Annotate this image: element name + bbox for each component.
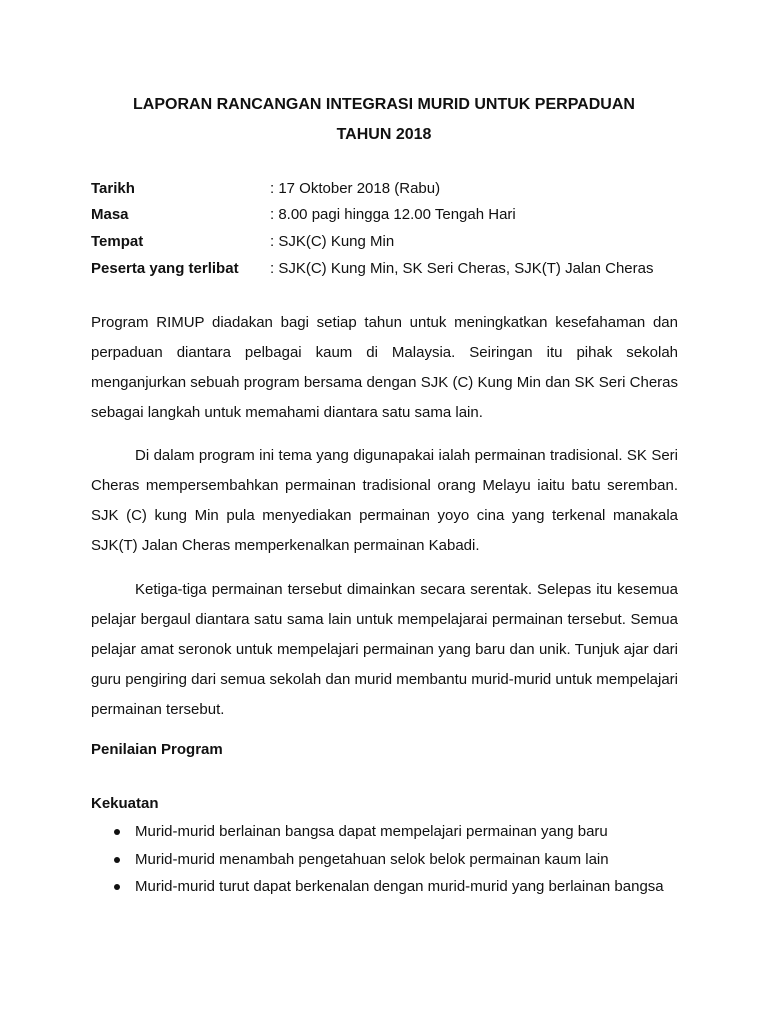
list-item-text: Murid-murid berlainan bangsa dapat mempelajari permainan yang baru: [135, 823, 608, 840]
list-item: [91, 873, 691, 901]
paragraph-activity: Ketiga-tiga permainan tersebut dimainkan secara serentak. Selepas itu kesemua pelajar bergaul diantara satu sama lain untuk mempelajarai permainan tersebut. Semua pelajar amat seronok untuk mempelajari permainan yang baru dan unik. Tunjuk ajar dari guru pengiring dari semua sekolah dan murid membantu murid-murid untuk mempelajari permainan tersebut.: [91, 581, 678, 718]
list-item-text: Murid-murid turut dapat berkenalan dengan murid-murid yang berlainan bangsa: [135, 878, 664, 895]
detail-label: Masa: [91, 206, 129, 223]
list-item-text: Murid-murid menambah pengetahuan selok belok permainan kaum lain: [135, 850, 609, 868]
list-item: [91, 846, 691, 874]
bullet-icon: [114, 857, 120, 863]
detail-label: Tempat: [91, 233, 144, 250]
detail-value: : SJK(C) Kung Min: [270, 233, 395, 250]
detail-value: : SJK(C) Kung Min, SK Seri Cheras, SJK(T) Jalan Cheras: [270, 260, 654, 277]
detail-label: Tarikh: [91, 180, 135, 197]
detail-value: : 17 Oktober 2018 (Rabu): [270, 180, 441, 197]
detail-row-participants: [91, 258, 691, 280]
subsection-heading-strengths: Kekuatan: [91, 795, 159, 812]
detail-row-date: [91, 178, 691, 200]
bullet-icon: [114, 884, 120, 890]
detail-value: : 8.00 pagi hingga 12.00 Tengah Hari: [270, 206, 516, 223]
section-heading-evaluation: Penilaian Program: [91, 741, 223, 758]
detail-row-time: [91, 204, 691, 226]
strengths-list: [91, 818, 691, 901]
paragraph-theme: Di dalam program ini tema yang digunapakai ialah permainan tradisional. SK Seri Cheras mempersembahkan permainan tradisional orang Melayu iaitu batu seremban. SJK (C) kung Min pula menyediakan permainan yoyo cina yang terkenal manakala SJK(T) Jalan Cheras memperkenalkan permainan Kabadi.: [91, 447, 678, 554]
report-title: LAPORAN RANCANGAN INTEGRASI MURID UNTUK PERPADUAN: [133, 96, 635, 113]
paragraph-intro: Program RIMUP diadakan bagi setiap tahun untuk meningkatkan kesefahaman dan perpaduan diantara pelbagai kaum di Malaysia. Seiringan itu pihak sekolah menganjurkan sebuah program bersama dengan SJK (C) Kung Min dan SK Seri Cheras sebagai langkah untuk memahami diantara satu sama lain.: [91, 314, 678, 421]
detail-label: Peserta yang terlibat: [91, 260, 239, 277]
bullet-icon: [114, 829, 120, 835]
detail-row-place: [91, 231, 691, 253]
report-title-year: TAHUN 2018: [336, 126, 432, 143]
list-item: [91, 818, 691, 846]
